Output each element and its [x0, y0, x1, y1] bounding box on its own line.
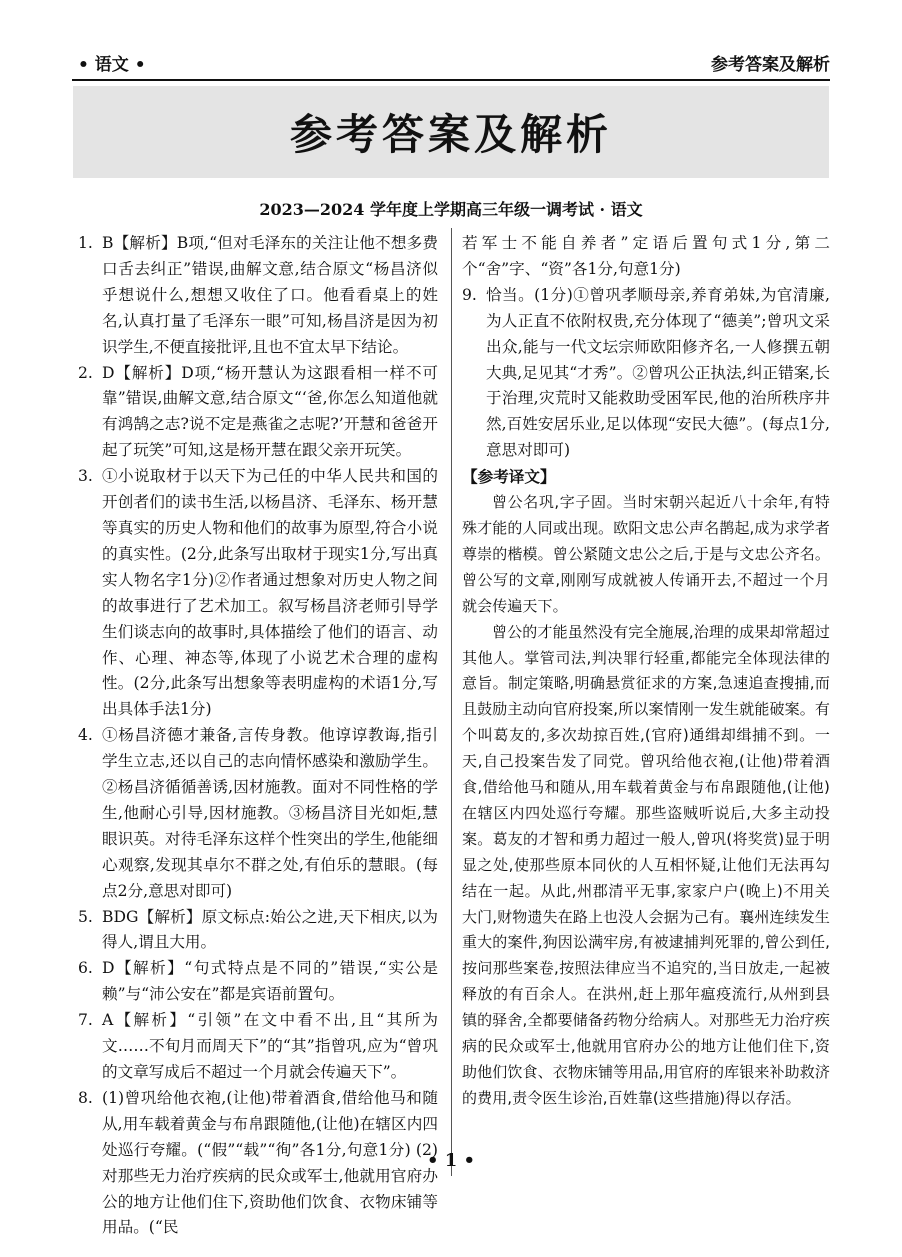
- answer-item: [78, 956, 438, 1008]
- page-number: • 1 •: [426, 1150, 476, 1171]
- answer-text: 恰当。(1分)①曾巩孝顺母亲,养育弟妹,为官清廉,为人正直不依附权贵,充分体现了“德美”;曾巩文采出众,能与一代文坛宗师欧阳修齐名,一人修撰五朝大典,足见其“才秀”。②曾巩公正执法,纠正错案,长于治理,灾荒时又能救助受困军民,他的治所秩序井然,百姓安居乐业,足以体现“安民大德”。(每点1分,意思对即可): [486, 285, 830, 460]
- reference-translation-heading: 【参考译文】: [462, 467, 556, 487]
- answer-text: ①杨昌济德才兼备,言传身教。他谆谆教诲,指引学生立志,还以自己的志向情怀感染和激励学生。②杨昌济循循善诱,因材施教。面对不同性格的学生,他耐心引导,因材施教。③杨昌济目光如炬,慧眼识英。对待毛泽东这样个性突出的学生,他能细心观察,发现其卓尔不群之处,有伯乐的慧眼。(每点2分,意思对即可): [102, 726, 438, 900]
- answer-text: B【解析】B项,“但对毛泽东的关注让他不想多费口舌去纠正”错误,曲解文意,结合原文“杨昌济似乎想说什么,想想又收住了口。他看看桌上的姓名,认真打量了毛泽东一眼”可知,杨昌济是因为初识学生,不便直接批评,且也不宜太早下结论。: [102, 234, 438, 356]
- right-column: [462, 231, 830, 1112]
- answer-item: [78, 464, 438, 723]
- answer-text: BDG【解析】原文标点:始公之进,天下相庆,以为得人,谓且大用。: [102, 907, 438, 952]
- answer-number: 6.: [78, 959, 93, 978]
- answer-continuation: 若军士不能自养者”定语后置句式1分,第二个“舍”字、“资”各1分,句意1分): [462, 234, 830, 278]
- title-banner: [73, 86, 829, 178]
- answer-number: 8.: [78, 1088, 93, 1107]
- header-section-title: 参考答案及解析: [711, 55, 830, 75]
- answer-text: D【解析】D项,“杨开慧认为这跟看相一样不可靠”错误,曲解文意,结合原文“‘爸,你怎么知道他就有鸿鹄之志?说不定是燕雀之志呢?’开慧和爸爸开起了玩笑”可知,这是杨开慧在跟父亲开玩笑。: [102, 363, 438, 460]
- answer-item: [462, 283, 830, 464]
- answer-text: (1)曾巩给他衣袍,(让他)带着酒食,借给他马和随从,用车载着黄金与布帛跟随他,(让他)在辖区内四处巡行夸耀。(“假”“载”“徇”各1分,句意1分) (2)对那些无力治疗疾病的民众或军士,他就用官府办公的地方让他们住下,资助他们饮食、衣物床铺等用品。(“民: [102, 1088, 438, 1237]
- answer-number: 1.: [78, 234, 93, 252]
- left-column: [78, 231, 438, 1241]
- answer-number: 2.: [78, 363, 93, 382]
- banner-title: 参考答案及解析: [289, 110, 612, 159]
- translation-paragraph: 曾公的才能虽然没有完全施展,治理的成果却常超过其他人。掌管司法,判决罪行轻重,都能完全体现法律的意旨。制定策略,明确悬赏征求的方案,急速追查搜捕,而且鼓励主动向官府投案,所以案情刚一发生就能破案。有个叫葛友的,多次劫掠百姓,(官府)通缉却缉捕不到。一天,自己投案告发了同党。曾巩给他衣袍,(让他)带着酒食,借给他马和随从,用车载着黄金与布帛跟随他,(让他)在辖区内四处巡行夸耀。那些盗贼听说后,大多主动投案。葛友的才智和勇力超过一般人,曾巩(将奖赏)显于明显之处,使那些原本同伙的人互相怀疑,让他们无法再勾结在一起。从此,州郡清平无事,家家户户(晚上)不用关大门,财物遗失在路上也没人会据为己有。襄州连续发生重大的案件,狗因讼满牢房,有被逮捕判死罪的,曾公到任,按问那些案卷,按照法律应当不追究的,当日放走,一起被释放的有百余人。在洪州,赶上那年瘟疫流行,从州到县镇的驿舍,全都要储备药物分给病人。对那些无力治疗疾病的民众或军士,他就用官府办公的地方让他们住下,资助他们饮食、衣物床铺等用品,用官府的库银来补助救济的费用,责令医生诊治,百姓靠(这些措施)得以存活。: [462, 622, 830, 1107]
- answer-item: [78, 1008, 438, 1086]
- header-subject: • 语文 •: [78, 55, 146, 75]
- translation-paragraph: 曾公名巩,字子固。当时宋朝兴起近八十余年,有特殊才能的人同或出现。欧阳文忠公声名鹊起,成为求学者尊崇的楷模。曾公紧随文忠公之后,于是与文忠公齐名。曾公写的文章,刚刚写成就被人传诵开去,不超过一个月就会传遍天下。: [462, 493, 830, 615]
- answer-item: [78, 231, 438, 361]
- answer-text: A【解析】“引领”在文中看不出,且“其所为文……不旬月而周天下”的“其”指曾巩,应为“曾巩的文章写成后不超过一个月就会传遍天下”。: [102, 1011, 438, 1081]
- answer-item: [78, 361, 438, 465]
- answer-item: [78, 905, 438, 957]
- answer-number: 9.: [462, 285, 477, 304]
- answer-number: 3.: [78, 467, 93, 486]
- answer-number: 5.: [78, 907, 93, 926]
- answer-text: ①小说取材于以天下为己任的中华人民共和国的开创者们的读书生活,以杨昌济、毛泽东、杨开慧等真实的历史人物和他们的故事为原型,符合小说的真实性。(2分,此条写出取材于现实1分,写出真实人物名字1分)②作者通过想象对历史人物之间的故事进行了艺术加工。叙写杨昌济老师引导学生们谈志向的故事时,具体描绘了他们的语言、动作、心理、神态等,体现了小说艺术合理的虚构性。(2分,此条写出想象等表明虚构的术语1分,写出具体手法1分): [102, 467, 438, 719]
- answer-item: [78, 723, 438, 904]
- header-rule: [72, 79, 830, 81]
- answer-text: D【解析】“句式特点是不同的”错误,“实公是赖”与“沛公安在”都是宾语前置句。: [102, 959, 438, 1004]
- exam-title: 2023—2024 学年度上学期高三年级一调考试 · 语文: [259, 200, 643, 219]
- answer-number: 4.: [78, 726, 93, 745]
- column-divider: [451, 228, 452, 1176]
- answer-number: 7.: [78, 1011, 93, 1030]
